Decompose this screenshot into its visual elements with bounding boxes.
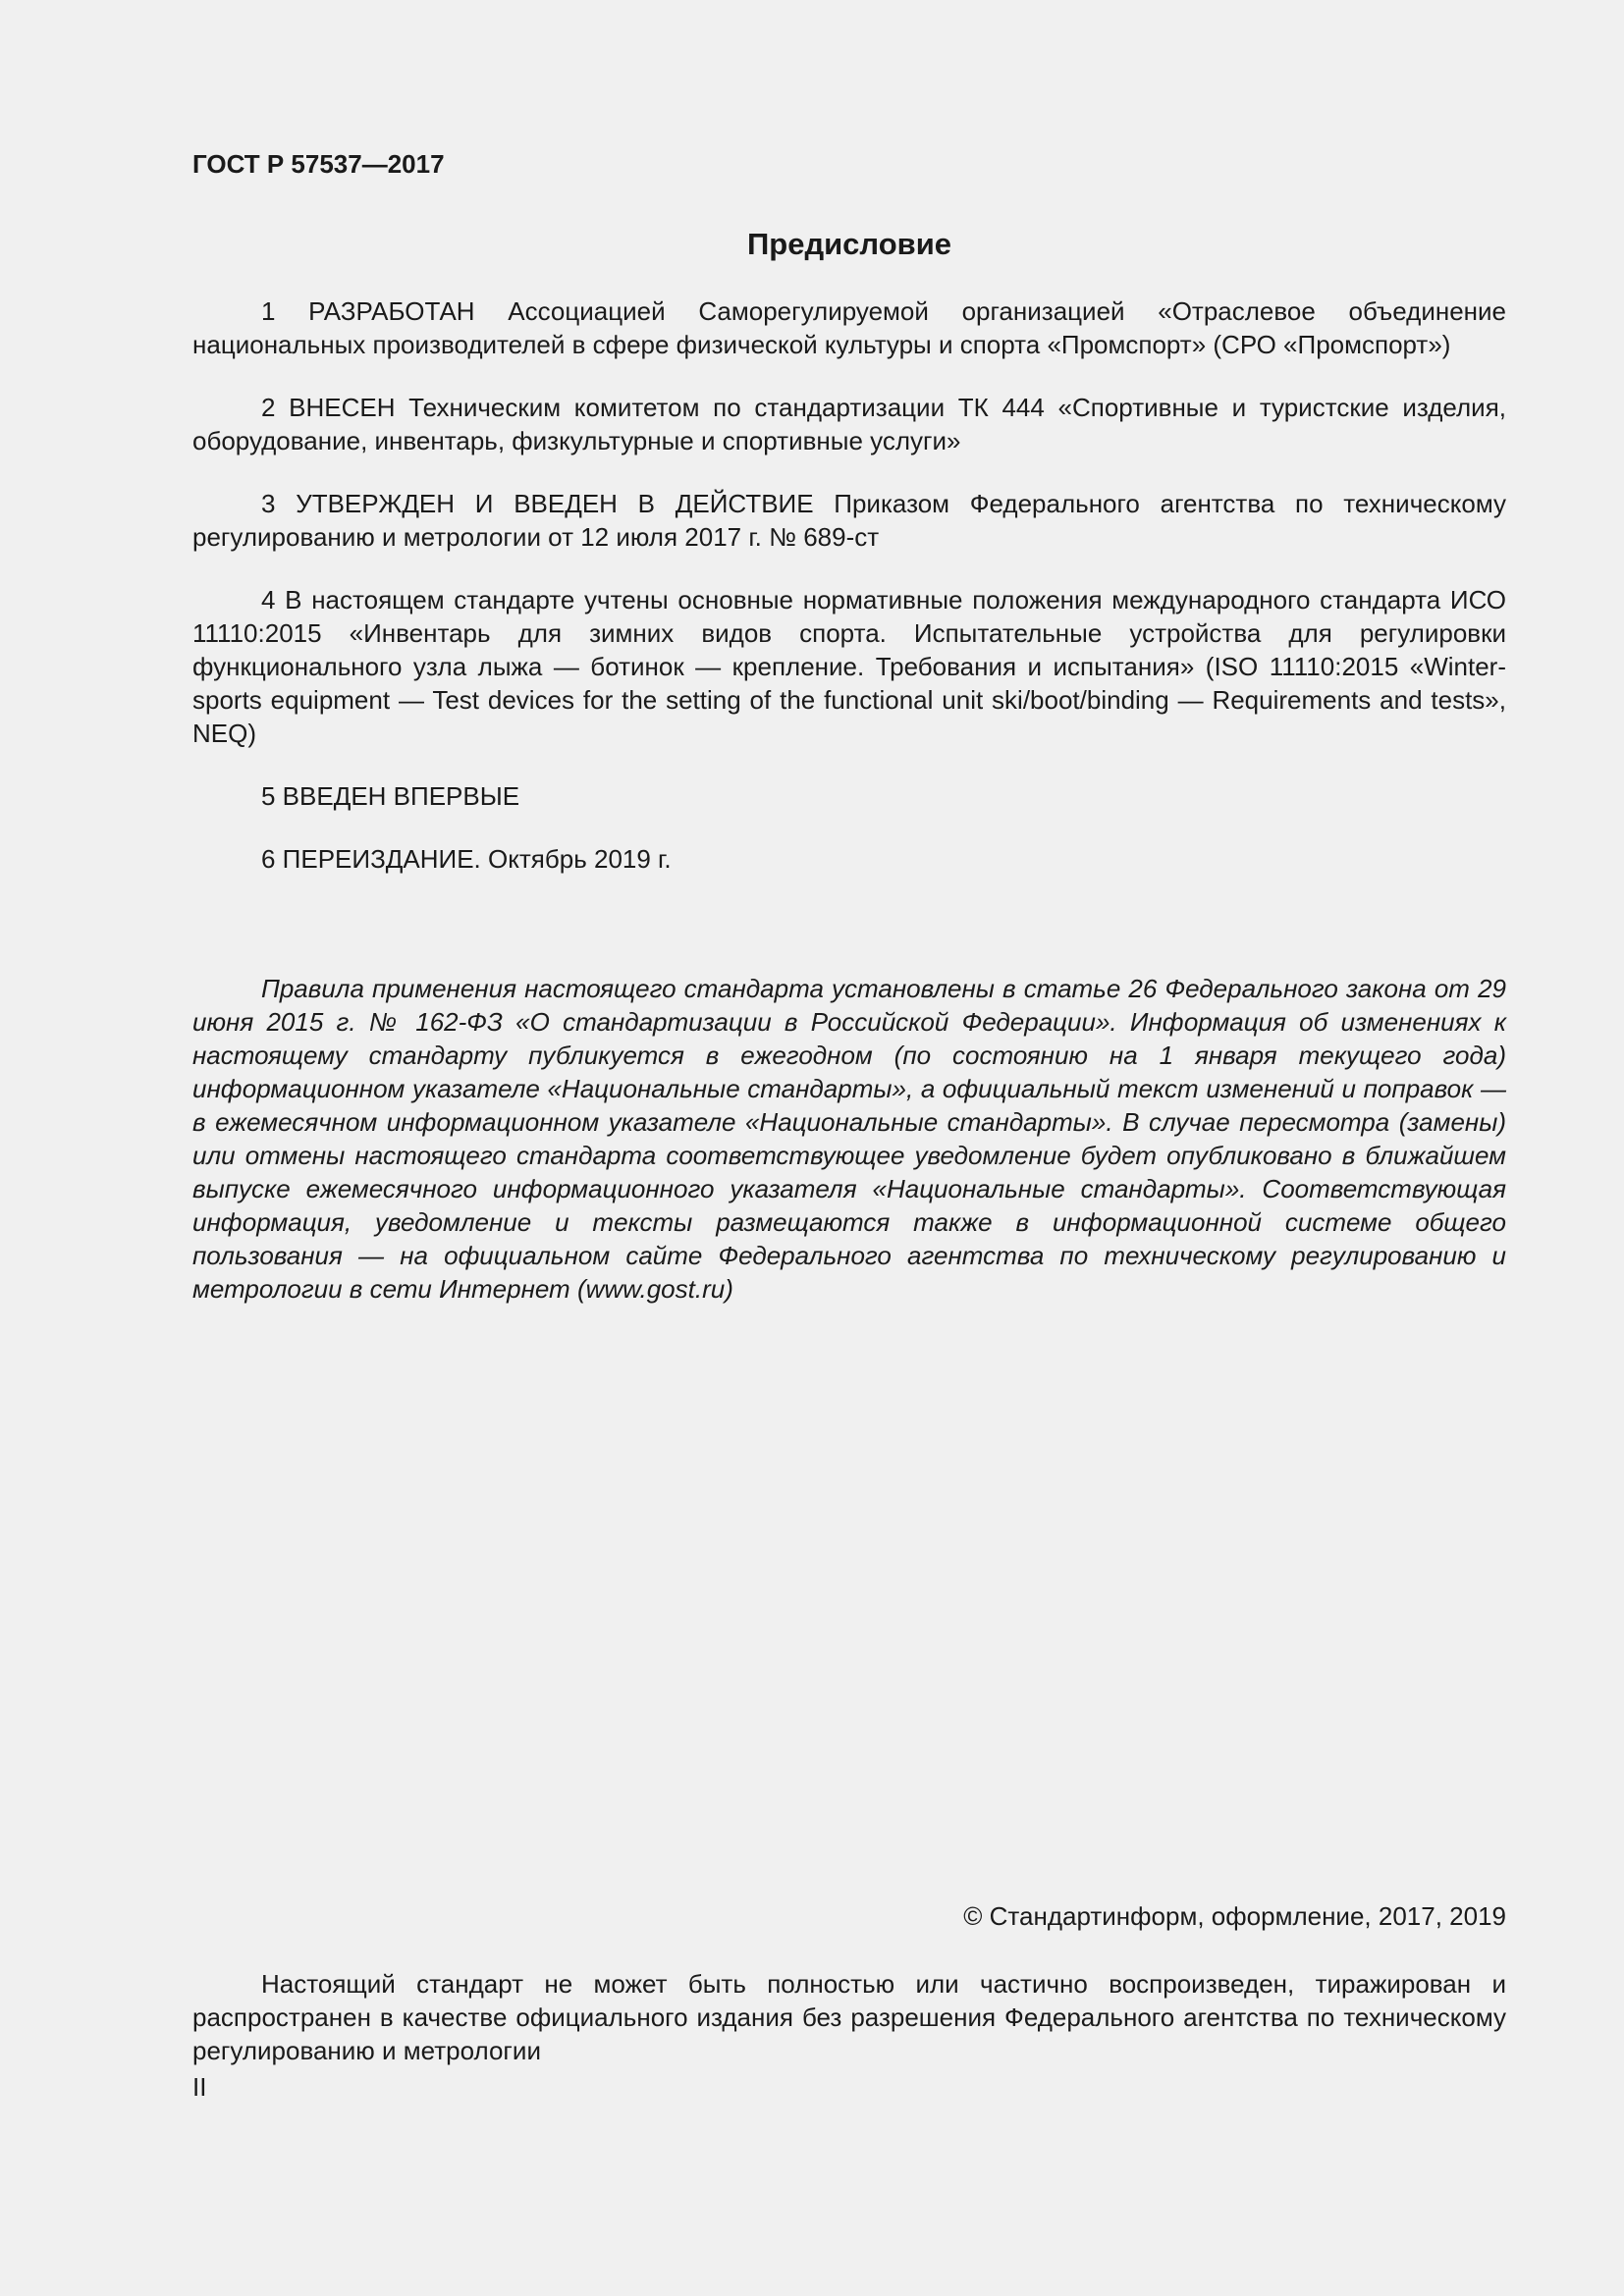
document-code: ГОСТ Р 57537—2017 [192,149,445,179]
document-page [192,0,1506,2296]
page-title: Предисловие [746,227,951,261]
foreword-item-3: 3 УТВЕРЖДЕН И ВВЕДЕН В ДЕЙСТВИЕ Приказом Федерального агентства по техническому регулированию и метрологии от 12 июля 2017 г. № 689-ст [192,489,1506,552]
reproduction-rights-notice: Настоящий стандарт не может быть полностью или частично воспроизведен, тиражирован и распространен в качестве официального издания без разрешения Федерального агентства по техническому регулированию и метрологии [192,1969,1506,2065]
foreword-section [192,294,1506,905]
foreword-item-4: 4 В настоящем стандарте учтены основные нормативные положения международного стандарта ИСО 11110:2015 «Инвентарь для зимних видов спорта. Испытательные устройства для регулировки функционального узла лыжа — ботинок — крепление. Требования и испытания» (ISO 11110:2015 «Winter-sports equipment — Test devices for the setting of the functional unit ski/boot/binding — Requirements and tests», NEQ) [192,585,1506,748]
application-rules-notice: Правила применения настоящего стандарта установлены в статье 26 Федерального закона от 29 июня 2015 г. № 162-ФЗ «О стандартизации в Российской Федерации». Информация об изменениях к настоящему стандарту публикуется в ежегодном (по состоянию на 1 января текущего года) информационном указателе «Национальные стандарты», а официальный текст изменений и поправок — в ежемесячном информационном указателе «Национальные стандарты». В случае пересмотра (замены) или отмены настоящего стандарта соответствующее уведомление будет опубликовано в ближайшем выпуске ежемесячного информационного указателя «Национальные стандарты». Соответствующая информация, уведомление и тексты размещаются также в информационной системе общего пользования — на официальном сайте Федерального агентства по техническому регулированию и метрологии в сети Интернет (www.gost.ru) [192,974,1506,1304]
foreword-item-2: 2 ВНЕСЕН Техническим комитетом по стандартизации ТК 444 «Спортивные и туристские изделия, оборудование, инвентарь, физкультурные и спортивные услуги» [192,393,1506,455]
foreword-item-1: 1 РАЗРАБОТАН Ассоциацией Саморегулируемой организацией «Отраслевое объединение национальных производителей в сфере физической культуры и спорта «Промспорт» (СРО «Промспорт») [192,296,1506,359]
page-number: II [192,2072,207,2102]
foreword-item-5: 5 ВВЕДЕН ВПЕРВЫЕ [261,781,520,811]
copyright-notice: © Стандартинформ, оформление, 2017, 2019 [963,1901,1506,1931]
foreword-item-6: 6 ПЕРЕИЗДАНИЕ. Октябрь 2019 г. [261,844,672,874]
